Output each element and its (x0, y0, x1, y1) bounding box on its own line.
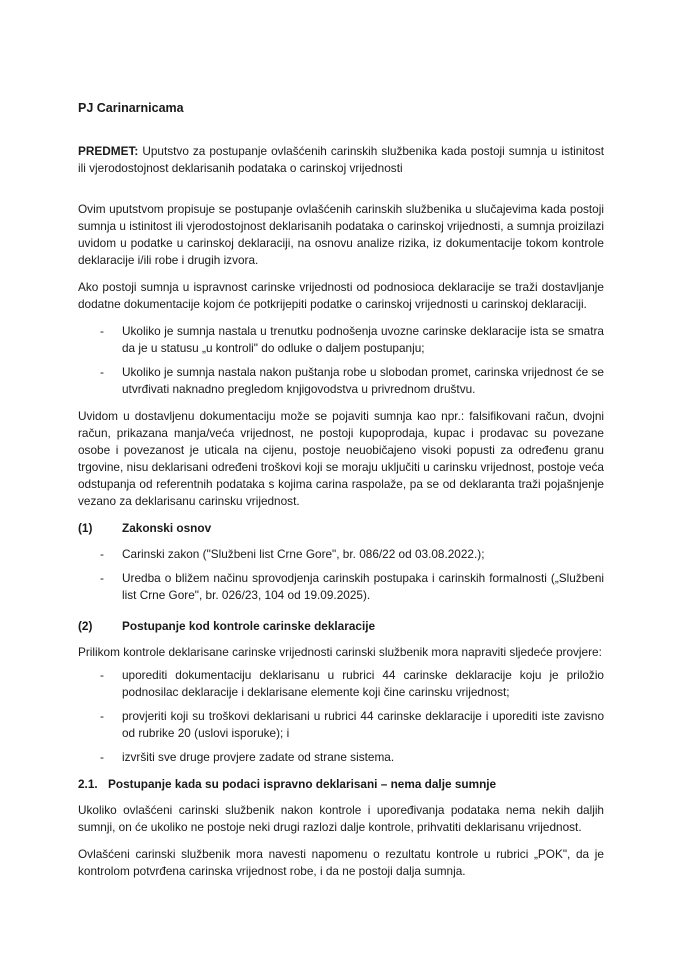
paragraph-accept-declared-value: Ukoliko ovlašćeni carinski službenik nakon kontrole i upoređivanja podataka nema nekih daljih sumnji, on će ukoliko ne postoje neki drugi razlozi dalje kontrole, prihvatiti deklarisanu vrijednost. (78, 803, 604, 834)
list-item-text: provjeriti koji su troškovi deklarisani u rubrici 44 carinske deklaracije i uporediti iste zavisno od rubrike 20 (uslovi isporuke); i (122, 709, 604, 740)
paragraph-additional-documentation: Ako postoji sumnja u ispravnost carinske vrijednosti od podnosioca deklaracije se traži dostavljanje dodatne dokumentacije kojom će potkrijepiti podatke o carinskoj vrijednosti u carinskoj deklaraciji. (78, 280, 604, 311)
section-1-title: Zakonski osnov (122, 521, 212, 535)
section-2-1-title: Postupanje kada su podaci ispravno deklarisani – nema dalje sumnje (108, 777, 497, 791)
list-item-text: Ukoliko je sumnja nastala nakon puštanja robe u slobodan promet, carinska vrijednost će se utvrđivati naknadno pregledom knjigovodstva u privrednom društvu. (122, 365, 604, 396)
list-item (78, 323, 604, 357)
section-1-heading (78, 520, 604, 537)
section-2-intro: Prilikom kontrole deklarisane carinske vrijednosti carinski službenik mora napraviti sljedeće provjere: (78, 645, 602, 659)
list-item-text: Carinski zakon ("Službeni list Crne Gore", br. 086/22 od 03.08.2022.); (122, 547, 485, 561)
document-header: PJ Carinarnicama (78, 101, 184, 115)
list-item (78, 708, 604, 742)
section-2-title: Postupanje kod kontrole carinske deklaracije (122, 619, 376, 633)
subject-label: PREDMET: (78, 144, 139, 158)
bullet-dash: - (100, 324, 104, 338)
section-2-heading (78, 618, 604, 635)
list-item (78, 570, 604, 604)
legal-basis-list (78, 546, 604, 604)
list-item (78, 364, 604, 398)
list-item-text: Ukoliko je sumnja nastala u trenutku podnošenja uvozne carinske deklaracije ista se smatra da je u statusu „u kontroli" do odluke o daljem postupanju; (122, 324, 604, 355)
section-1-number: (1) (78, 521, 93, 535)
control-checks-list (78, 667, 604, 766)
bullet-dash: - (100, 547, 104, 561)
paragraph-purpose: Ovim uputstvom propisuje se postupanje ovlašćenih carinskih službenika u slučajevima kada postoji sumnja u istinitost ili vjerodostojnost deklarisanih podataka o carinskoj vrijednosti, a sumnja proizilazi uvidom u podatke u carinskoj deklaraciji, na osnovu analize rizika, iz dokumentacije tokom kontrole deklaracije i/ili robe i drugih izvora. (78, 202, 604, 267)
bullet-dash: - (100, 571, 104, 585)
bullet-dash: - (100, 709, 104, 723)
section-2-1-number: 2.1. (78, 777, 98, 791)
bullet-dash: - (100, 668, 104, 682)
section-2-number: (2) (78, 619, 93, 633)
subject-line (78, 143, 604, 177)
suspicion-status-list (78, 323, 604, 398)
list-item-text: uporediti dokumentaciju deklarisanu u rubrici 44 carinske deklaracije koju je priložio podnosilac deklaracije i deklarisane elemente koji čine carinsku vrijednost; (122, 668, 604, 699)
list-item-text: izvršiti sve druge provjere zadate od strane sistema. (122, 750, 395, 764)
list-item (78, 667, 604, 701)
list-item (78, 546, 604, 563)
list-item-text: Uredba o bližem načinu sprovodjenja carinskih postupaka i carinskih formalnosti („Službeni list Crne Gore", br. 026/23, 104 od 19.09.2025). (122, 571, 604, 602)
paragraph-pok-note: Ovlašćeni carinski službenik mora navesti napomenu o rezultatu kontrole u rubrici „POK", da je kontrolom potvrđena carinska vrijednost robe, i da ne postoji dalja sumnja. (78, 847, 604, 878)
bullet-dash: - (100, 750, 104, 764)
section-2-1-heading (78, 776, 604, 793)
paragraph-suspicion-examples: Uvidom u dostavljenu dokumentaciju može se pojaviti sumnja kao npr.: falsifikovani račun, dvojni račun, prikazana manja/veća vrijednost, ne postoji kupoprodaja, kupac i prodavac su povezane osobe i povezanost je uticala na cijenu, postoje neuobičajeno visoki popusti za određenu granu trgovine, nisu deklarisani određeni troškovi koji se moraju uključiti u carinsku vrijednost, postoje veća odstupanja od referentnih podataka s kojima carina raspolaže, pa se od deklaranta traži pojašnjenje vezano za deklarisanu carinsku vrijednost. (78, 409, 604, 508)
list-item (78, 749, 604, 766)
bullet-dash: - (100, 365, 104, 379)
subject-text: Uputstvo za postupanje ovlašćenih carinskih službenika kada postoji sumnja u istinitost ili vjerodostojnost deklarisanih podataka o carinskoj vrijednosti (78, 144, 605, 175)
